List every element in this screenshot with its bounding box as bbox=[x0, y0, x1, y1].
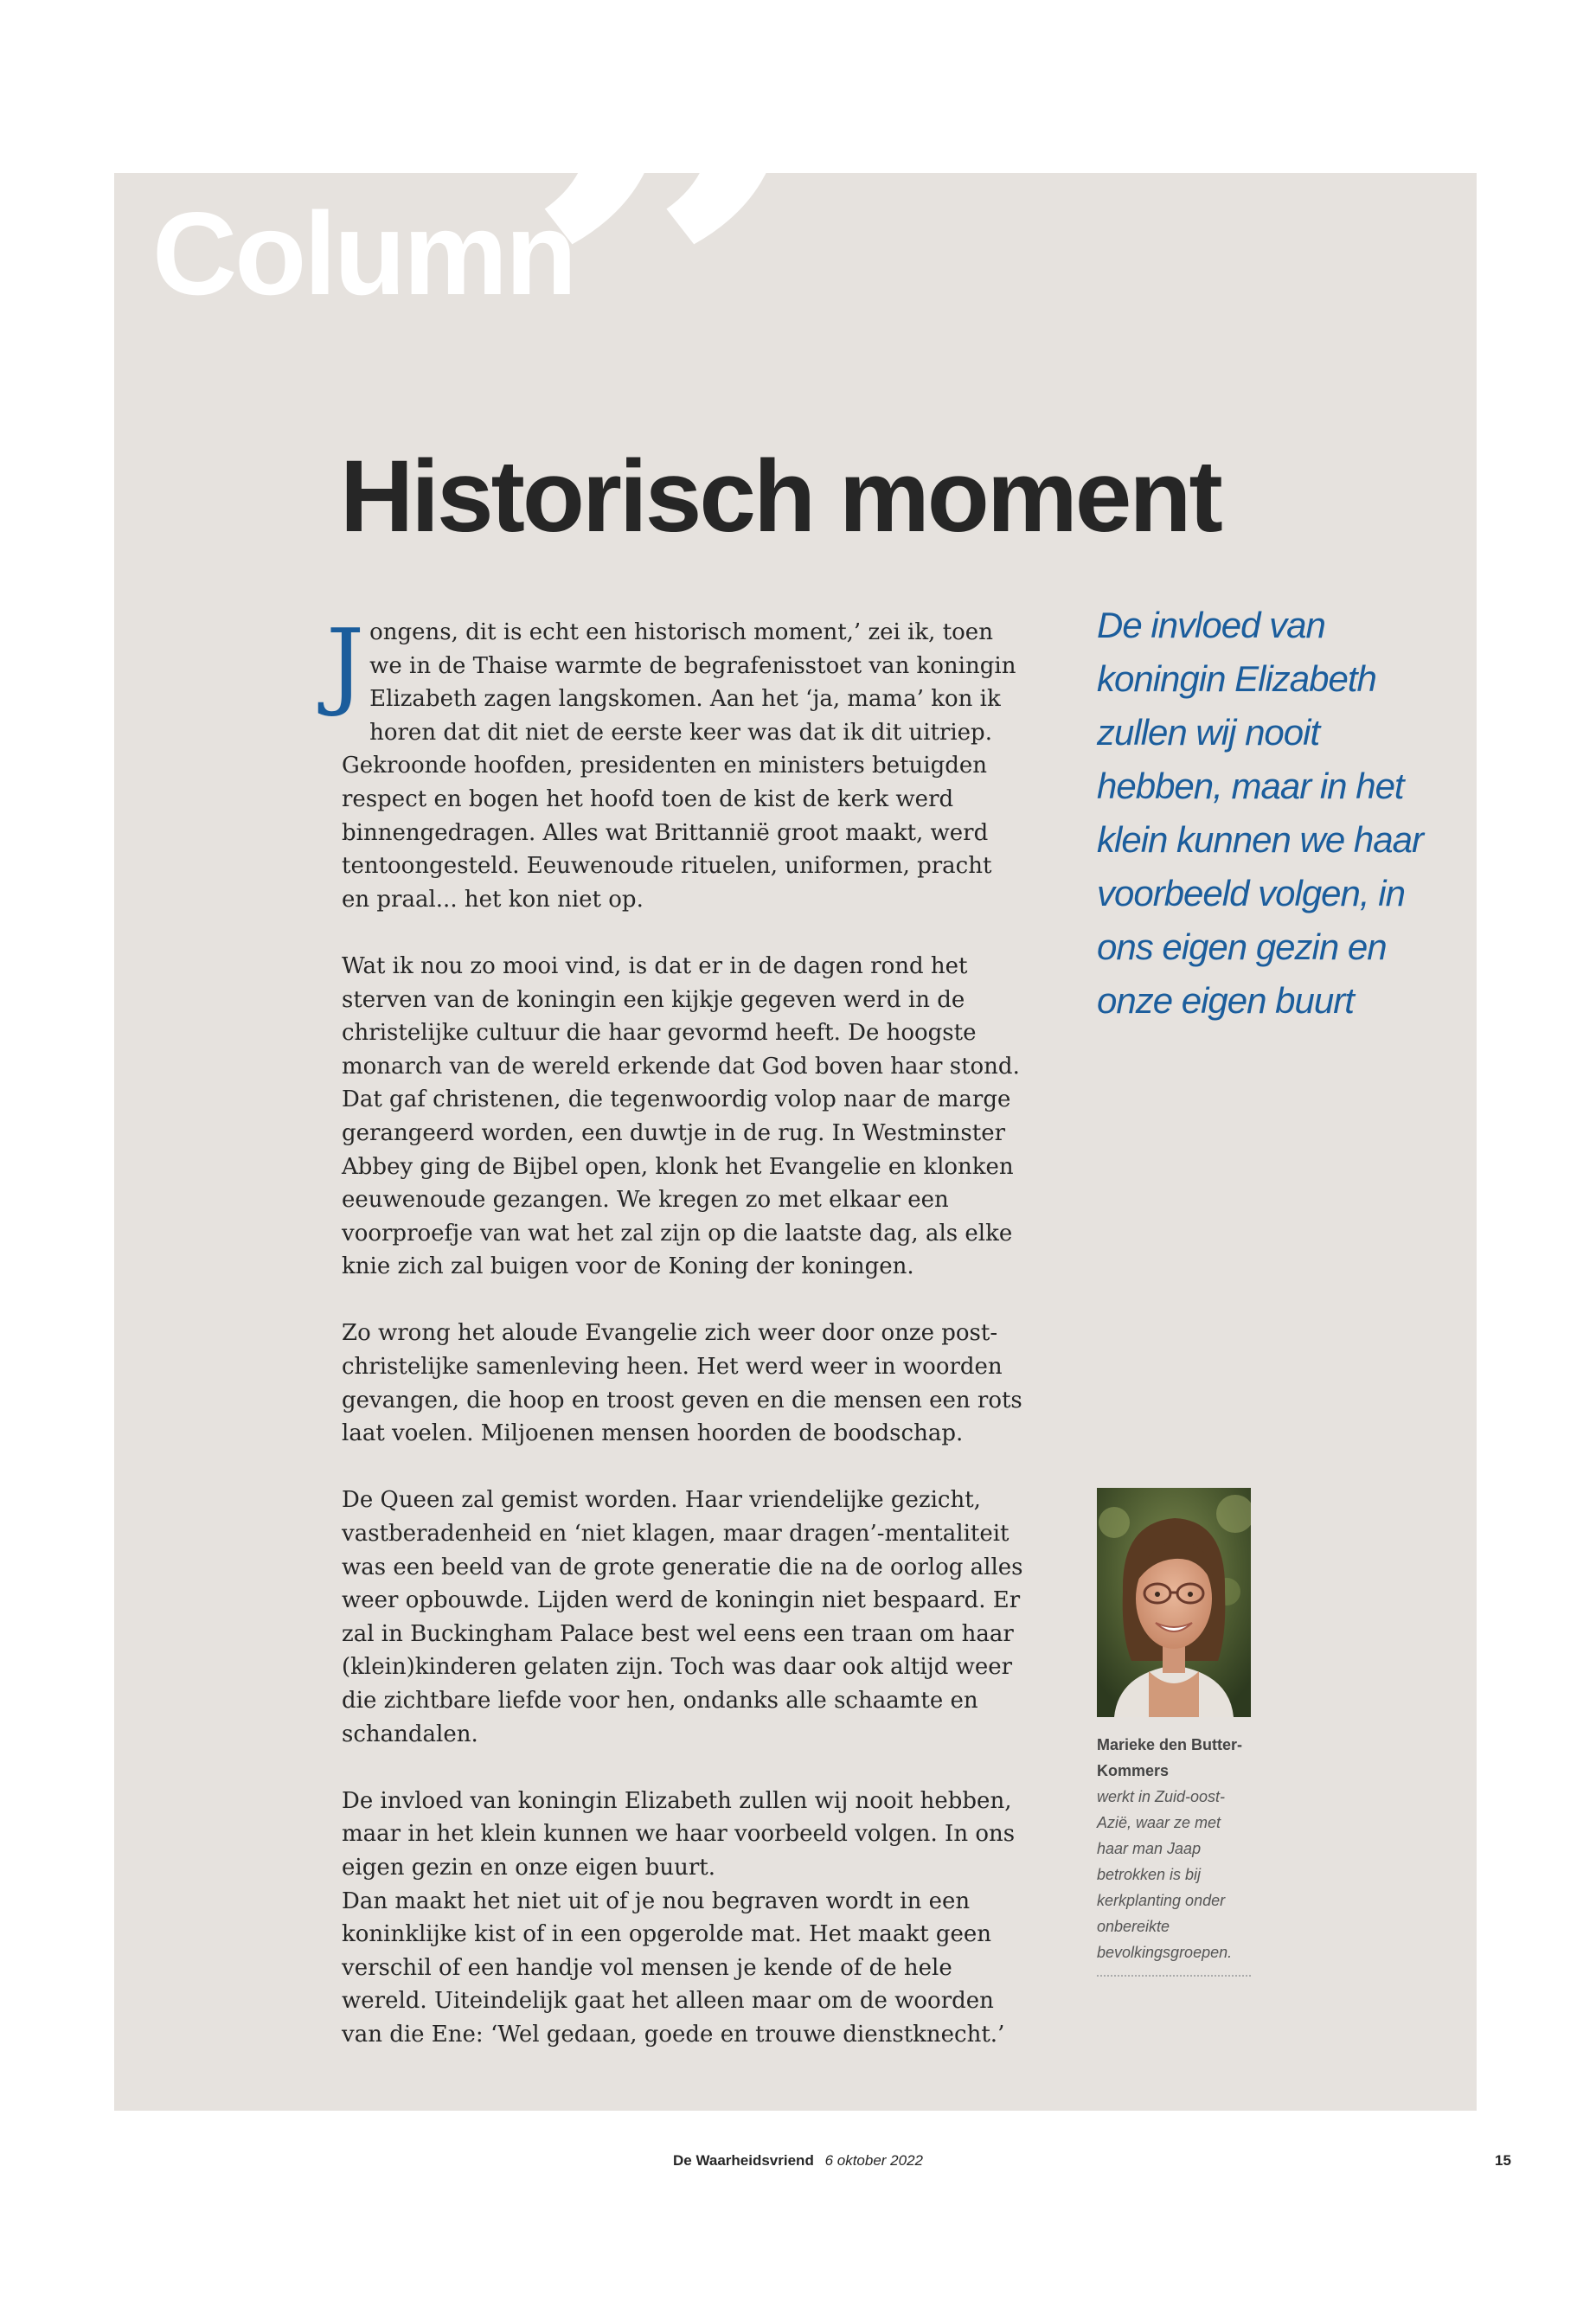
author-name: Marieke den Butter-Kommers bbox=[1097, 1736, 1243, 1779]
paragraph-text: Dan maakt het niet uit of je nou begraven wordt in een koninklijke kist of in een opgerolde mat. Het maakt geen verschil of een handje vol mensen je kende of de hele wereld. Uiteindelijk gaat het alleen maar om de woorden van die Ene: ‘Wel gedaan, goede en trouwe dienstknecht.’ bbox=[342, 1888, 1005, 2048]
page-number: 15 bbox=[1495, 2152, 1511, 2169]
article-headline: Historisch moment bbox=[340, 439, 1221, 554]
body-paragraph bbox=[326, 608, 1025, 916]
drop-cap: J bbox=[326, 608, 365, 719]
body-paragraph: De Queen zal gemist worden. Haar vriendelijke gezicht, vastberadenheid en ‘niet klagen, maar dragen’-mentaliteit was een beeld van de grote generatie die na de oorlog alles weer opbouwde. Lijden werd de koningin niet bespaard. Er zal in Buckingham Palace best wel eens een traan om haar (klein)kinderen gelaten zijn. Toch was daar ook altijd weer die zichtbare liefde voor hen, ondanks alle schaamte en schandalen. bbox=[342, 1487, 1023, 1747]
body-paragraph: Wat ik nou zo mooi vind, is dat er in de dagen rond het sterven van de koningin een kijkje gegeven werd in de christelijke cultuur die haar gevormd heeft. De hoogste monarch van de wereld erkende dat God boven haar stond. Dat gaf christenen, die tegenwoordig volop naar de marge gerangeerd worden, een duwtje in de rug. In Westminster Abbey ging de Bijbel open, klonk het Evangelie en klonken eeuwenoude gezangen. We kregen zo met elkaar een voorproefje van wat het zal zijn op die laatste dag, als elke knie zich zal buigen voor de Koning der koningen. bbox=[342, 952, 1020, 1280]
paragraph-text: De invloed van koningin Elizabeth zullen wij nooit hebben, maar in het klein kunnen we haar voorbeeld volgen. In ons eigen gezin en onze eigen buurt. bbox=[342, 1787, 1016, 1881]
paragraph-text: ongens, dit is echt een historisch moment,’ zei ik, toen we in de Thaise warmte de begrafenisstoet van koningin Elizabeth zagen langskomen. Aan het ‘ja, mama’ kon ik horen dat dit niet de eerste keer was dat ik dit uitriep. bbox=[369, 619, 1016, 746]
bio-divider bbox=[1097, 1975, 1251, 1977]
author-bio bbox=[1097, 1732, 1253, 1965]
section-label: Column bbox=[152, 188, 575, 319]
author-description: werkt in Zuid-oost-Azië, waar ze met haar man Jaap betrokken is bij kerkplanting onder onbereikte bevolkingsgroepen. bbox=[1097, 1788, 1233, 1961]
issue-date: 6 oktober 2022 bbox=[824, 2152, 923, 2169]
pull-quote: De invloed van koningin Elizabeth zullen wij nooit hebben, maar in het klein kunnen we haar voorbeeld volgen, in ons eigen gezin en onze eigen buurt bbox=[1097, 605, 1423, 1021]
quotation-mark-icon: ” bbox=[519, 0, 776, 609]
body-paragraph bbox=[342, 1785, 1025, 2052]
body-paragraph: Zo wrong het aloude Evangelie zich weer door onze post-christelijke samenleving heen. Het werd weer in woorden gevangen, die hoop en troost geven en die mensen een rots laat voelen. Miljoenen mensen hoorden de boodschap. bbox=[342, 1320, 1022, 1447]
author-photo bbox=[1097, 1488, 1251, 1717]
page-footer bbox=[0, 2152, 1596, 2170]
publication-name: De Waarheidsvriend bbox=[673, 2152, 814, 2169]
paragraph-text: Gekroonde hoofden, presidenten en ministers betuigden respect en bogen het hoofd toen de kist de kerk werd binnengedragen. Alles wat Brittannië groot maakt, werd tentoongesteld. Eeuwenoude rituelen, uniformen, pracht en praal... het kon niet op. bbox=[342, 753, 992, 913]
article-body bbox=[326, 608, 1025, 2085]
